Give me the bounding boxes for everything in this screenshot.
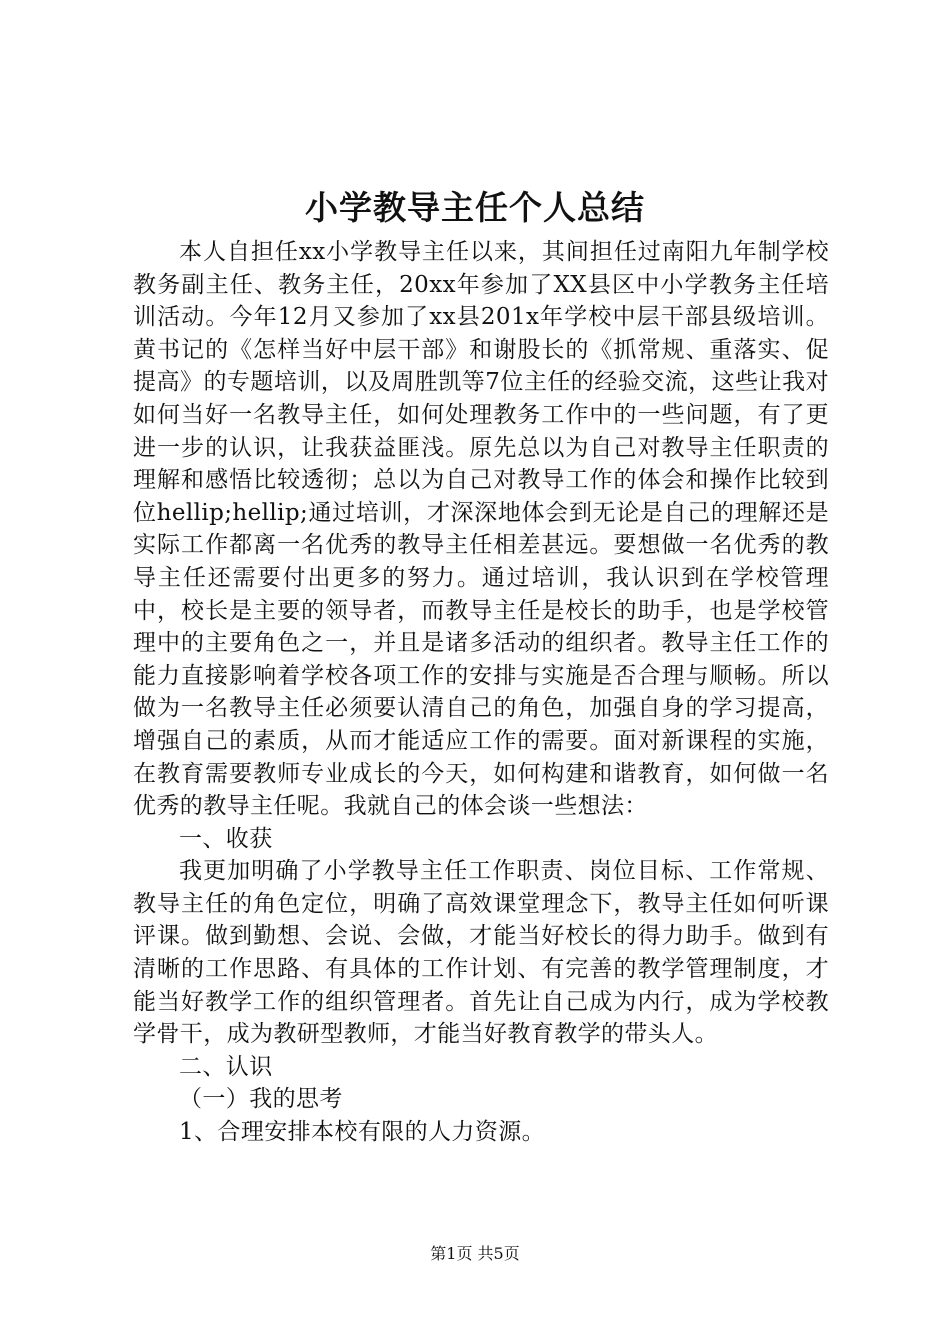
paragraph-harvest: 我更加明确了小学教导主任工作职责、岗位目标、工作常规、教导主任的角色定位，明确了高效课堂理念下，教导主任如何听课评课。做到勤想、会说、会做，才能当好校长的得力助手。做到有清晰的工作思路、有具体的工作计划、有完善的教学管理制度，才能当好教学工作的组织管理者。首先让自己成为内行，成为学校教学骨干，成为教研型教师，才能当好教育教学的带头人。 xyxy=(133,858,829,1048)
document-body xyxy=(133,236,829,1149)
list-item-1: 1、合理安排本校有限的人力资源。 xyxy=(179,1119,546,1146)
page-number-footer: 第1页 共5页 xyxy=(430,1244,520,1263)
section-heading-harvest: 一、收获 xyxy=(179,825,273,852)
paragraph-intro: 本人自担任xx小学教导主任以来，其间担任过南阳九年制学校教务副主任、教务主任，20xx年参加了XX县区中小学教务主任培训活动。今年12月又参加了xx县201x年学校中层干部县级培训。黄书记的《怎样当好中层干部》和谢股长的《抓常规、重落实、促提高》的专题培训，以及周胜凯等7位主任的经验交流，这些让我对如何当好一名教导主任，如何处理教务工作中的一些问题，有了更进一步的认识，让我获益匪浅。原先总以为自己对教导主任职责的理解和感悟比较透彻；总以为自己对教导工作的体会和操作比较到位hellip;hellip;通过培训，才深深地体会到无论是自己的理解还是实际工作都离一名优秀的教导主任相差甚远。要想做一名优秀的教导主任还需要付出更多的努力。通过培训，我认识到在学校管理中，校长是主要的领导者，而教导主任是校长的助手，也是学校管理中的主要角色之一，并且是诸多活动的组织者。教导主任工作的能力直接影响着学校各项工作的安排与实施是否合理与顺畅。所以做为一名教导主任必须要认清自己的角色，加强自身的学习提高，增强自己的素质，从而才能适应工作的需要。面对新课程的实施，在教育需要教师专业成长的今天，如何构建和谐教育，如何做一名优秀的教导主任呢。我就自己的体会谈一些想法： xyxy=(133,239,829,820)
subsection-heading-thoughts: （一）我的思考 xyxy=(179,1086,343,1113)
section-heading-understanding: 二、认识 xyxy=(179,1053,273,1080)
document-title: 小学教导主任个人总结 xyxy=(305,188,645,227)
